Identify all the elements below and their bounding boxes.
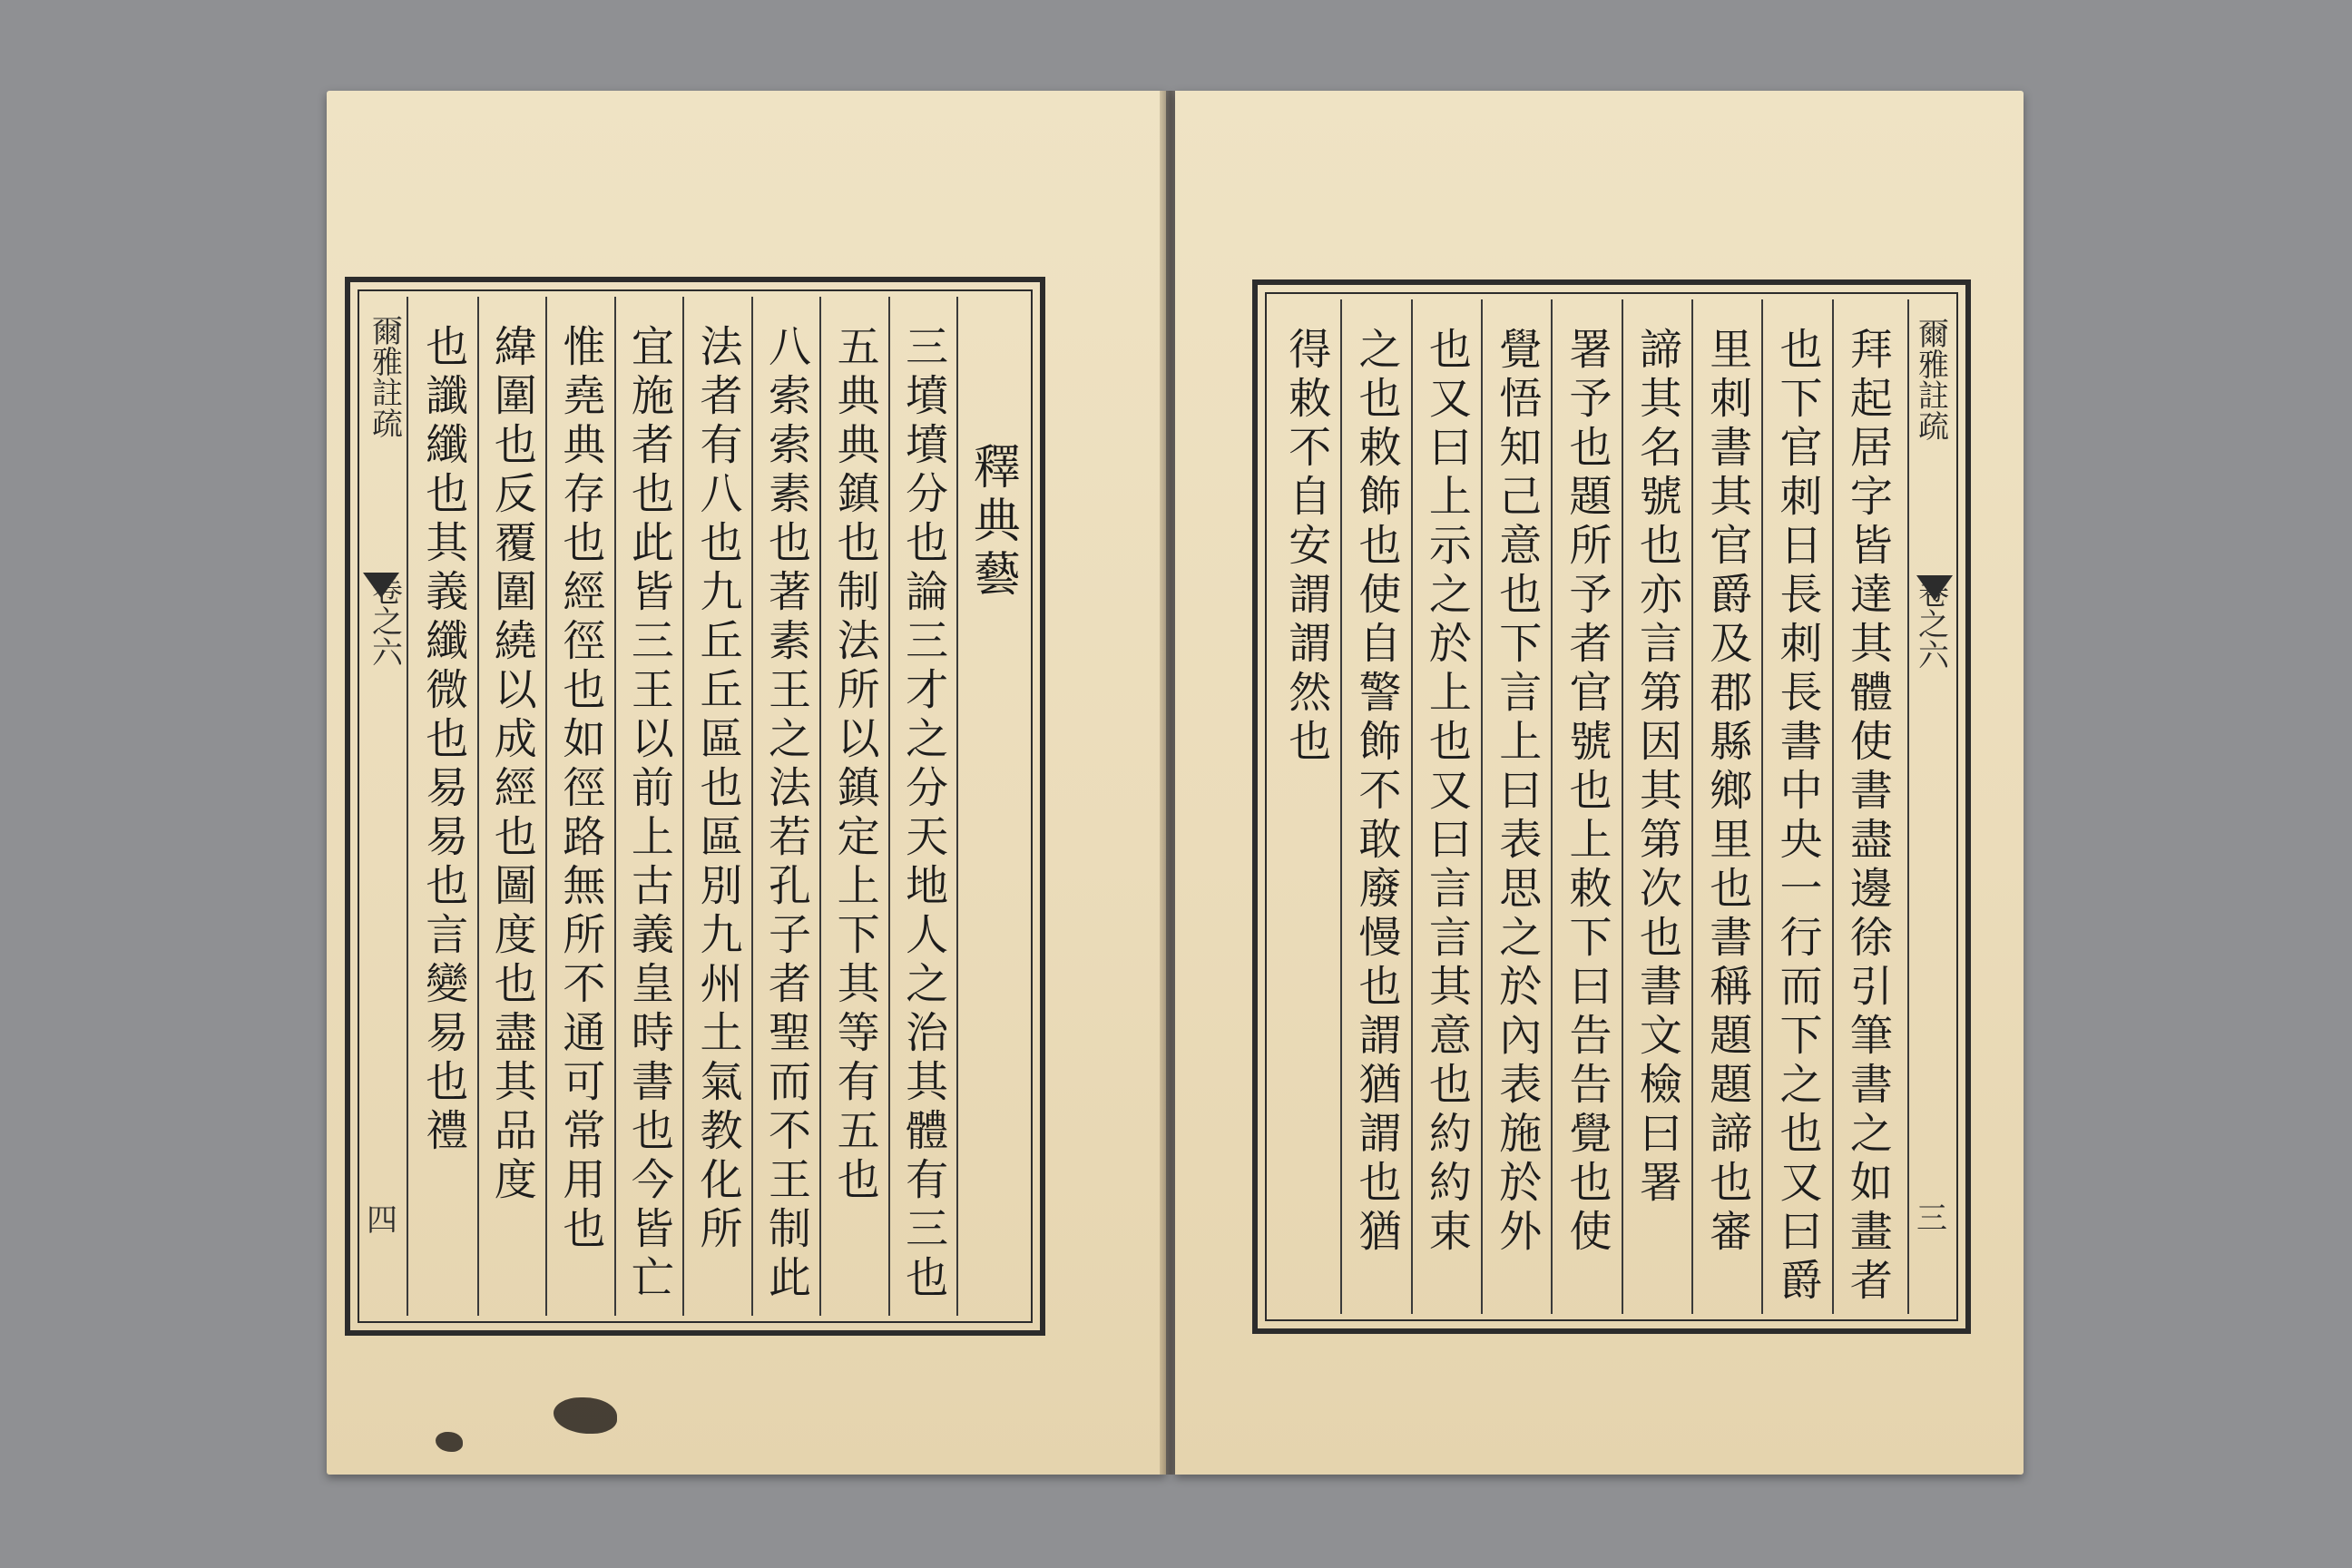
left-text-columns <box>410 297 1025 1316</box>
text-column: 拜起居字皆達其體使書盡邊徐引筆書之如畫者 <box>1832 299 1902 1314</box>
left-running-head <box>363 297 408 1316</box>
text-column: 覺悟知己意也下言上曰表思之於內表施於外 <box>1481 299 1551 1314</box>
left-running-head-title: 爾雅註疏 <box>366 315 403 438</box>
left-fish-tail-icon <box>363 573 399 598</box>
left-page-frame <box>345 277 1045 1336</box>
open-book <box>327 91 2024 1475</box>
text-column: 釋典藝 <box>956 297 1025 1316</box>
text-column: 法者有八也九丘丘區也區別九州土氣教化所 <box>682 297 751 1316</box>
text-column: 之也敕飾也使自警飾不敢廢慢也謂猶謂也猶 <box>1340 299 1410 1314</box>
text-column: 得敕不自安謂謂然也 <box>1281 327 1332 768</box>
right-running-head <box>1907 299 1953 1314</box>
left-volume-mark: 卷之六 <box>366 574 403 667</box>
text-column: 也讖纖也其義纖微也易易也言變易也禮 <box>418 324 469 1157</box>
right-fish-tail-icon <box>1916 575 1953 601</box>
text-column: 惟堯典存也經徑也如徑路無所不通可常用也 <box>545 297 614 1316</box>
text-column: 宜施者也此皆三王以前上古義皇時書也今皆亡 <box>614 297 683 1316</box>
text-column: 八索索素也著素王之法若孔子者聖而不王制此 <box>751 297 820 1316</box>
right-page-number: 三 <box>1916 1200 1947 1237</box>
text-column: 三墳墳分也論三才之分天地人之治其體有三也 <box>888 297 957 1316</box>
text-column: 緯圍也反覆圍繞以成經也圖度也盡其品度 <box>477 297 546 1316</box>
text-column: 五典典鎮也制法所以鎮定上下其等有五也 <box>819 297 888 1316</box>
text-column: 諦其名號也亦言第因其第次也書文檢曰署 <box>1622 299 1691 1314</box>
right-page <box>1175 91 2024 1475</box>
text-column: 署予也題所予者官號也上敕下曰告告覺也使 <box>1551 299 1621 1314</box>
left-page <box>327 91 1166 1475</box>
left-page-number: 四 <box>367 1202 397 1239</box>
right-text-columns <box>1272 299 1902 1314</box>
right-running-head-title: 爾雅註疏 <box>1912 318 1949 441</box>
text-column: 也下官刺日長刺長書中央一行而下之也又曰爵 <box>1761 299 1831 1314</box>
right-volume-mark: 卷之六 <box>1912 577 1949 670</box>
text-column: 里刺書其官爵及郡縣鄉里也書稱題題諦也審 <box>1691 299 1761 1314</box>
text-column: 也又曰上示之於上也又曰言言其意也約約束 <box>1411 299 1481 1314</box>
ink-stain <box>436 1432 463 1452</box>
ink-stain <box>554 1397 617 1434</box>
right-page-frame <box>1252 279 1971 1334</box>
